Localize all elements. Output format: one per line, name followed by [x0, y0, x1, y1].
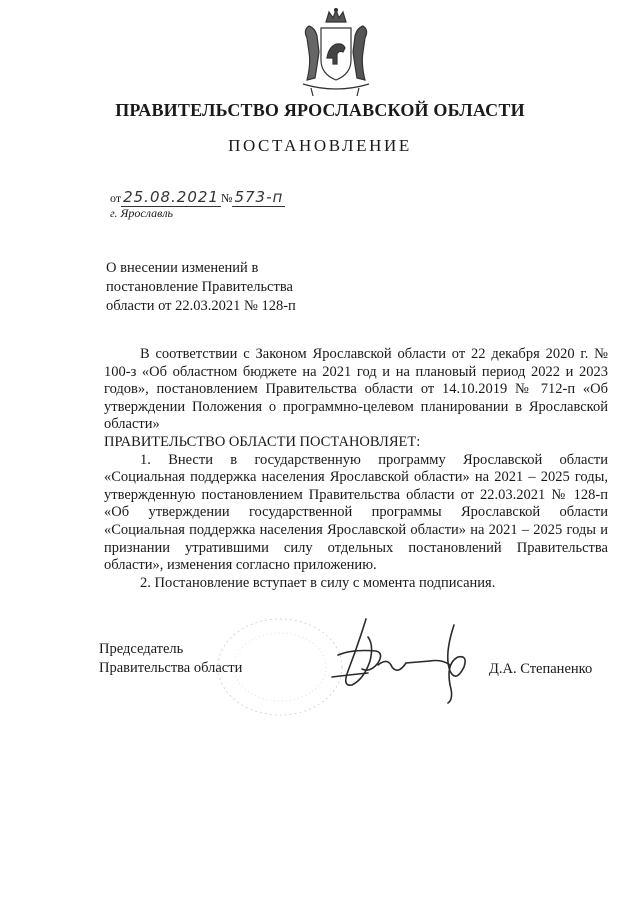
subject-line: области от 22.03.2021 № 128-п: [106, 298, 296, 314]
number-prefix: №: [220, 191, 233, 205]
document-type: ПОСТАНОВЛЕНИЕ: [228, 136, 412, 155]
subject-block: [106, 259, 326, 316]
handwritten-signature: [318, 615, 486, 705]
position-line: Председатель: [99, 641, 184, 657]
item-1-paragraph: 1. Внести в государственную программу Ярославской области «Социальная поддержка населения Ярославской области» на 2021 – 2025 годы, утвержденную постановлением Правительства области от 22.03.2021 № 128-п «Об утверждении государственной программы Ярославской области «Социальная поддержка населения Ярославской области» на 2021 – 2025 годы и признании утратившими силу отдельных постановлений Правительства области», изменения согласно приложению.: [104, 451, 608, 574]
subject-line: О внесении изменений в: [106, 260, 259, 276]
resolves-line: ПРАВИТЕЛЬСТВО ОБЛАСТИ ПОСТАНОВЛЯЕТ:: [104, 433, 421, 450]
subject-line: постановление Правительства: [106, 279, 293, 295]
preamble-paragraph: В соответствии с Законом Ярославской области от 22 декабря 2020 г. № 100-з «Об областном бюджете на 2021 год и на плановый период 2022 и 2023 годов», постановлением Правительства области от 14.10.2019 № 712-п «Об утверждении Положения о программно-целевом планировании в Ярославской области»: [104, 346, 608, 433]
city: г. Ярославль: [110, 206, 174, 220]
signer-name: Д.А. Степаненко: [489, 661, 593, 677]
position-line: Правительства области: [99, 660, 243, 676]
document-body: [104, 346, 608, 592]
date-value: 25.08.2021: [123, 188, 219, 206]
date-number-line: [110, 188, 285, 207]
chairman-position: [99, 640, 242, 678]
date-prefix: от: [110, 191, 122, 205]
number-value: 573-п: [234, 188, 284, 206]
item-2-paragraph: 2. Постановление вступает в силу с момента подписания.: [140, 574, 496, 591]
government-title: ПРАВИТЕЛЬСТВО ЯРОСЛАВСКОЙ ОБЛАСТИ: [115, 100, 525, 120]
coat-of-arms-emblem: [293, 8, 379, 100]
